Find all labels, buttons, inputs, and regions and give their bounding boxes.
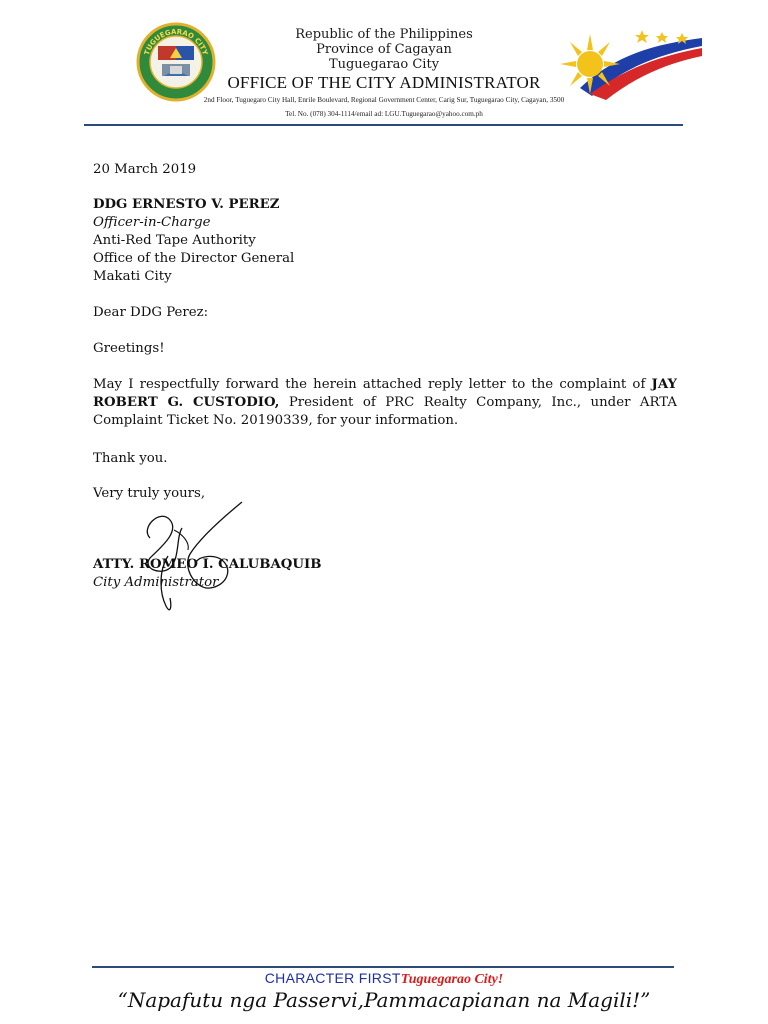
footer-slogan: “Napafutu nga Passervi,Pammacapianan na Magili!”: [117, 988, 651, 1012]
signer-title: City Administrator: [93, 575, 219, 590]
office-title: OFFICE OF THE CITY ADMINISTRATOR: [227, 73, 541, 92]
republic-line: Republic of the Philippines: [295, 27, 473, 42]
recipient-block: [93, 196, 294, 286]
recipient-title: Officer-in-Charge: [93, 215, 211, 230]
province-line: Province of Cagayan: [316, 42, 452, 57]
office-contact: Tel. No. (078) 304-1114/email ad: LGU.Tuguegarao@yahoo.com.ph: [285, 110, 483, 118]
footer-motto: [0, 970, 768, 988]
recipient-city: Makati City: [93, 269, 172, 284]
thanks-line: Thank you.: [93, 451, 168, 466]
recipient-office: Office of the Director General: [93, 251, 295, 266]
body-part-1: May I respectfully forward the herein attached reply letter to the complaint of: [93, 377, 652, 392]
body-paragraph: [93, 376, 677, 430]
body-part-2: President of PRC Realty Company, Inc., under ARTA Complaint Ticket No. 20190339, for your information.: [93, 395, 677, 428]
motto-character-first: CHARACTER FIRST: [264, 970, 401, 986]
philippine-sun-flag-icon: [556, 24, 704, 102]
complainant-name: JAY ROBERT G. CUSTODIO,: [93, 377, 677, 410]
seal-text: TUGUEGARAO CITY: [142, 27, 210, 57]
signer-name: ATTY. ROMEO I. CALUBAQUIB: [93, 557, 322, 572]
recipient-name: DDG ERNESTO V. PEREZ: [93, 197, 280, 212]
greeting: Greetings!: [93, 341, 165, 356]
city-line: Tuguegarao City: [328, 57, 440, 72]
closing-line: Very truly yours,: [93, 486, 206, 501]
office-address: 2nd Floor, Tuguegaro City Hall, Enrile Boulevard, Regional Government Center, Carig Sur, Tuguegarao City, Cagayan, 3500: [203, 96, 565, 104]
signature-icon: [130, 498, 250, 618]
recipient-org: Anti-Red Tape Authority: [93, 233, 256, 248]
letter-date: 20 March 2019: [93, 162, 197, 177]
motto-city: Tuguegarao City!: [400, 972, 504, 987]
salutation: Dear DDG Perez:: [93, 305, 209, 320]
footer-divider: [92, 966, 674, 968]
header-divider: [84, 124, 683, 126]
